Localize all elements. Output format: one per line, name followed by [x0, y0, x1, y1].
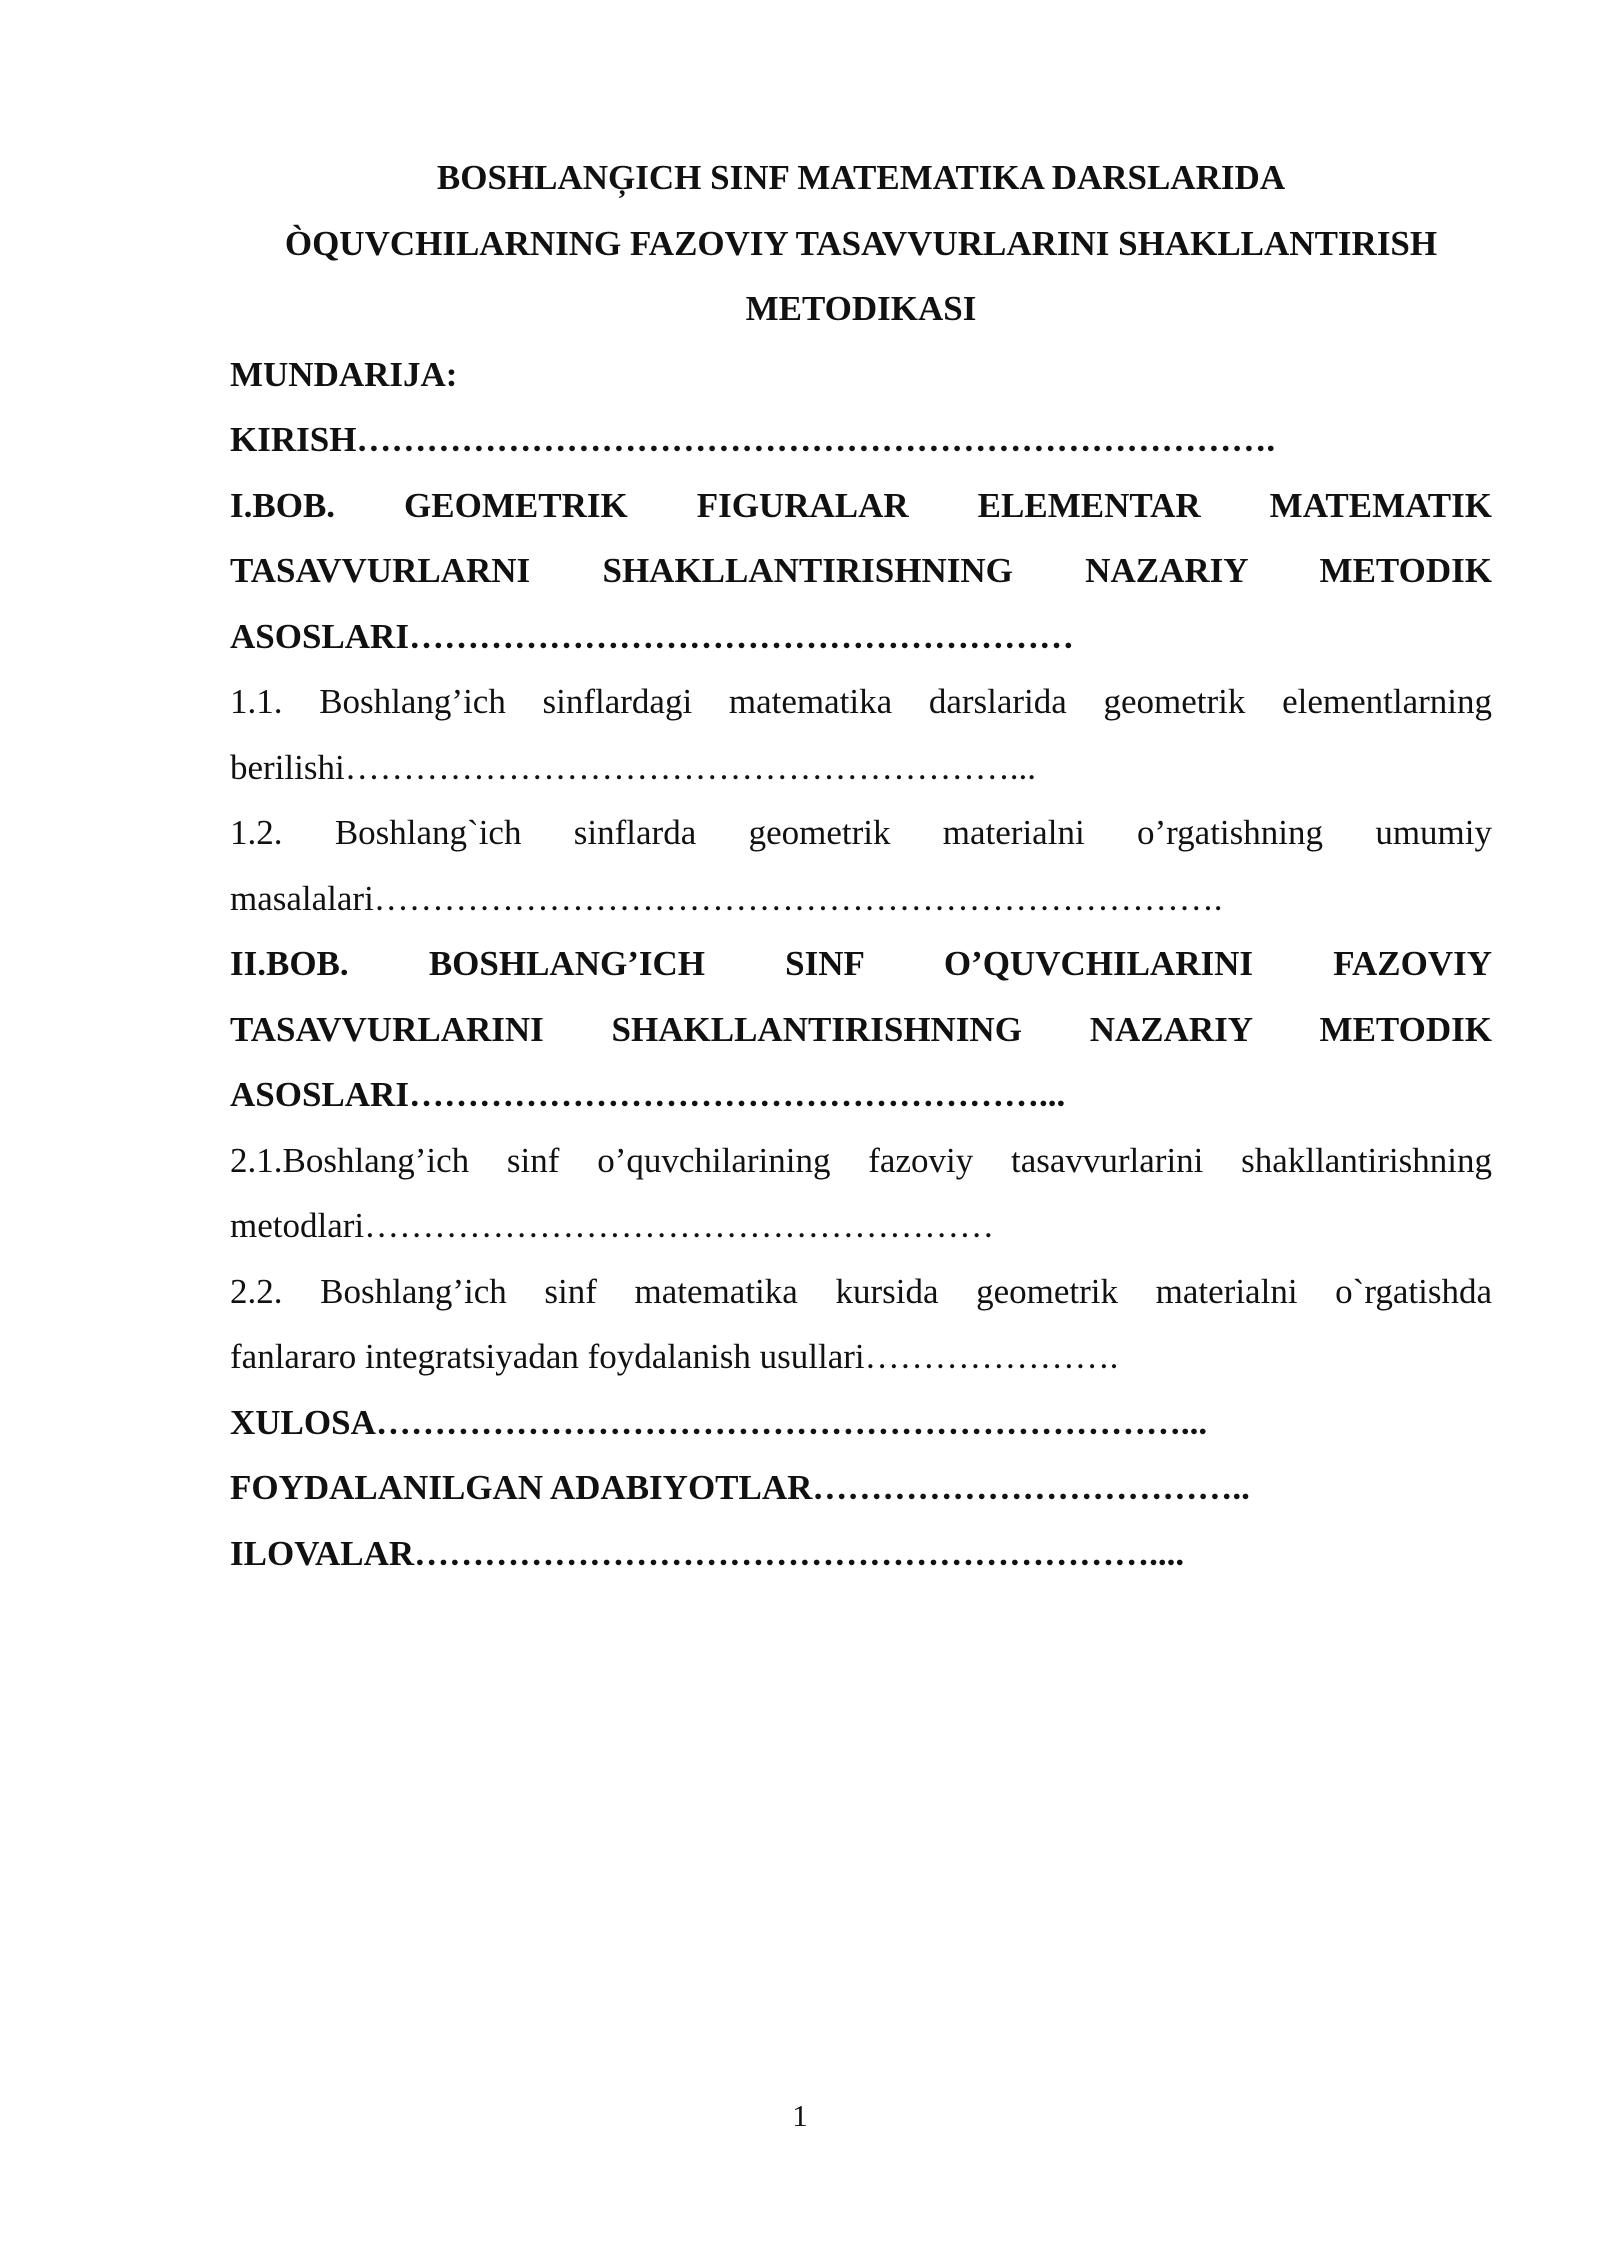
toc-entry-adabiyotlar: FOYDALANILGAN ADABIYOTLAR……………………………….. — [230, 1468, 1250, 1507]
toc-entry-section-1-2-line-2: masalalari………………………………………………………………. — [230, 878, 1223, 918]
toc-entry-bob1-line-1: I.BOB. GEOMETRIK FIGURALAR ELEMENTAR MATEMATIK — [230, 485, 1492, 525]
toc-entry-kirish: KIRISH……………………………………………………………………. — [230, 420, 1276, 459]
toc-entry-bob1-line-3: ASOSLARI………………………………………………… — [230, 616, 1074, 656]
table-of-contents — [230, 145, 1492, 1586]
toc-entry-bob2-line-2: TASAVVURLARINI SHAKLLANTIRISHNING NAZARIY METODIK — [230, 1009, 1492, 1049]
toc-entry-bob1-line-2: TASAVVURLARNI SHAKLLANTIRISHNING NAZARIY METODIK — [230, 551, 1492, 590]
toc-entry-section-2-1-line-1: 2.1.Boshlang’ich sinf o’quvchilarining fazoviy tasavvurlarini shakllantirishning — [230, 1140, 1492, 1180]
toc-entry-section-2-2-line-2: fanlararo integratsiyadan foydalanish usullari…………………. — [230, 1337, 1119, 1376]
document-title-line-2: ÒQUVCHILARNING FAZOVIY TASAVVURLARINI SHAKLLANTIRISH — [284, 223, 1438, 263]
page-number: 1 — [792, 2098, 808, 2133]
toc-entry-section-1-1-line-1: 1.1. Boshlang’ich sinflardagi matematika darslarida geometrik elementlarning — [230, 682, 1492, 721]
toc-heading: MUNDARIJA: — [230, 354, 458, 394]
toc-entry-bob2-line-1: II.BOB. BOSHLANG’ICH SINF O’QUVCHILARINI FAZOVIY — [230, 944, 1492, 983]
document-title-line-3: METODIKASI — [745, 289, 977, 328]
toc-entry-xulosa: XULOSA……………………………………………………………... — [230, 1402, 1208, 1442]
toc-entry-section-2-1-line-2: metodlari……………………………………………… — [230, 1206, 995, 1245]
toc-entry-section-1-1-line-2: berilishi…………………………………………………... — [230, 747, 1036, 787]
toc-entry-section-1-2-line-1: 1.2. Boshlang`ich sinflarda geometrik materialni o’rgatishning umumiy — [230, 813, 1492, 852]
toc-entry-ilovalar: ILOVALAR……………………………………………………….... — [230, 1533, 1185, 1573]
document-title-line-1: BOSHLANĢICH SINF MATEMATIKA DARSLARIDA — [436, 158, 1286, 197]
toc-entry-section-2-2-line-1: 2.2. Boshlang’ich sinf matematika kursida geometrik materialni o`rgatishda — [230, 1271, 1492, 1311]
toc-entry-bob2-line-3: ASOSLARI………………………………………………... — [230, 1075, 1066, 1114]
